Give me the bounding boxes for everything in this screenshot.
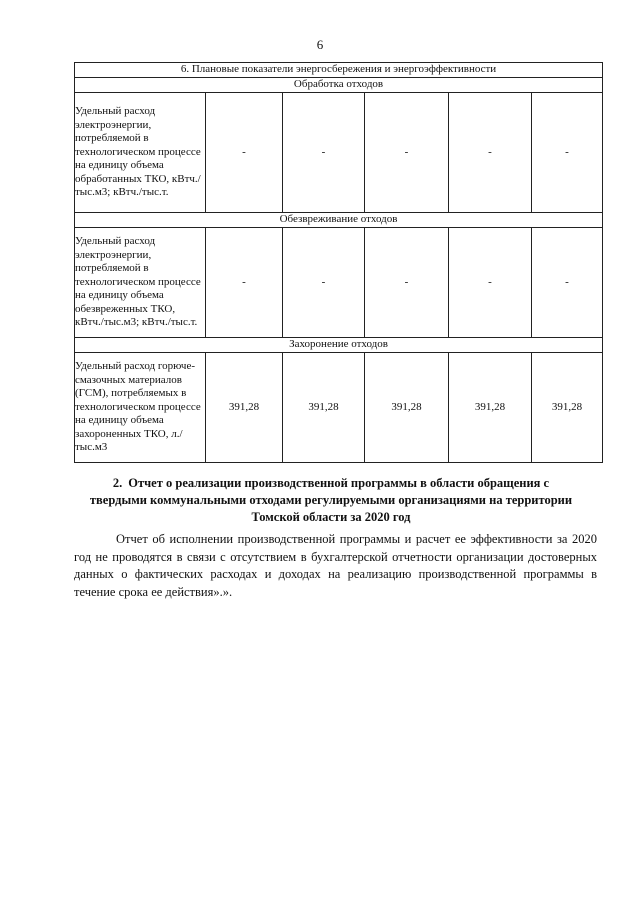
section-number: 2. <box>112 476 123 490</box>
table-title: 6. Плановые показатели энергосбережения и энергоэффективности <box>75 63 603 78</box>
value-cell: - <box>206 93 283 213</box>
table-row <box>75 353 603 463</box>
indicator-label: Удельный расход горюче-смазочных материалов (ГСМ), потребляемых в технологическом процессе на единицу объема захороненных ТКО, л./тыс.м3 <box>75 353 206 463</box>
value-cell: - <box>449 228 532 338</box>
section-title: Отчет о реализации производственной программы в области обращения с твердыми коммунальными отходами регулируемыми организациями на территории Томской области за 2020 год <box>89 476 573 524</box>
value-cell: 391,28 <box>449 353 532 463</box>
value-cell: - <box>206 228 283 338</box>
section-heading-disposal: Захоронение отходов <box>75 338 603 353</box>
indicator-label: Удельный расход электроэнергии, потребляемой в технологическом процессе на единицу объема обработанных ТКО, кВтч./тыс.м3; кВтч./тыс.т. <box>75 93 206 213</box>
value-cell: 391,28 <box>365 353 449 463</box>
energy-indicators-table <box>74 62 603 463</box>
value-cell: - <box>532 93 603 213</box>
value-cell: - <box>283 93 365 213</box>
value-cell: - <box>365 93 449 213</box>
section-row <box>75 213 603 228</box>
value-cell: 391,28 <box>283 353 365 463</box>
value-cell: - <box>449 93 532 213</box>
value-cell: - <box>532 228 603 338</box>
value-cell: - <box>365 228 449 338</box>
section-heading-neutralization: Обезвреживание отходов <box>75 213 603 228</box>
value-cell: 391,28 <box>206 353 283 463</box>
section-row <box>75 338 603 353</box>
value-cell: - <box>283 228 365 338</box>
section-heading-processing: Обработка отходов <box>75 78 603 93</box>
table-title-row <box>75 63 603 78</box>
report-paragraph: Отчет об исполнении производственной программы и расчет ее эффективности за 2020 год не проводятся в связи с отсутствием в бухгалтерской отчетности организации достоверных данных о фактических расходах и доходах на реализацию производственной программы в течение срока ее действия».». <box>74 532 597 599</box>
table-row <box>75 228 603 338</box>
value-cell: 391,28 <box>532 353 603 463</box>
table-row <box>75 93 603 213</box>
indicator-label: Удельный расход электроэнергии, потребляемой в технологическом процессе на единицу объема обезвреженных ТКО, кВтч./тыс.м3; кВтч./тыс.т. <box>75 228 206 338</box>
page-number: 6 <box>316 37 324 52</box>
section-row <box>75 78 603 93</box>
report-section-heading <box>86 475 576 526</box>
